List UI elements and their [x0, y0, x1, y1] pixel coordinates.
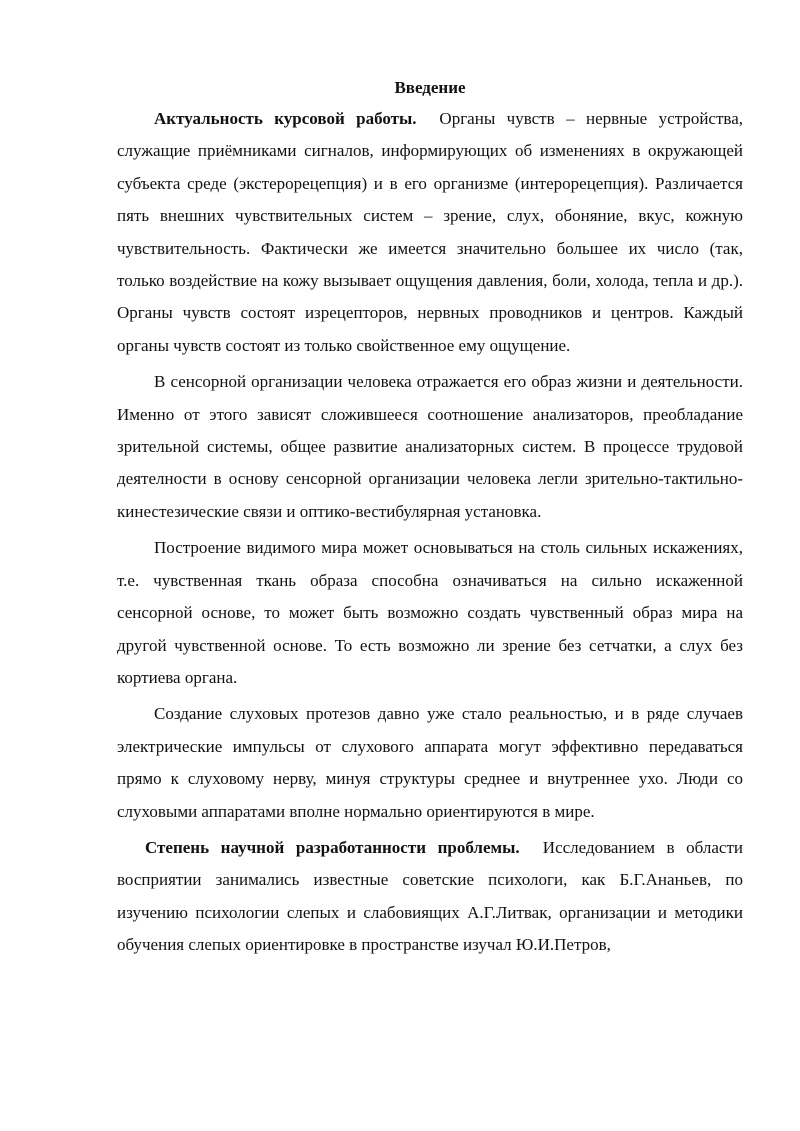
paragraph-lead-relevance: Актуальность курсовой работы. — [154, 109, 417, 128]
paragraph-research-degree — [117, 832, 743, 962]
paragraph-text: Создание слуховых протезов давно уже стало реальностью, и в ряде случаев электрические импульсы от слухового аппарата могут эффективно передаваться прямо к слуховому нерву, минуя структуры среднее и внутреннее ухо. Люди со слуховыми аппаратами вполне нормально ориентируются в мире. — [117, 704, 743, 821]
document-title: Введение — [394, 78, 466, 97]
paragraph-sensory-organization — [117, 366, 743, 528]
paragraph-text: Построение видимого мира может основываться на столь сильных искажениях, т.е. чувственная ткань образа способна означиваться на сильно искаженной сенсорной основе, то может быть возможно создать чувственный образ мира на другой чувственной основе. То есть возможно ли зрение без сетчатки, а слух без кортиева органа. — [117, 538, 743, 687]
document-page — [117, 74, 743, 962]
paragraph-visible-world — [117, 532, 743, 694]
paragraph-hearing-prostheses — [117, 698, 743, 828]
paragraph-lead-research-degree: Степень научной разработанности проблемы. — [145, 837, 520, 857]
paragraph-text: В сенсорной организации человека отражается его образ жизни и деятельности. Именно от этого зависят сложившееся соотношение анализаторов, преобладание зрительной системы, общее развитие анализаторных систем. В процессе трудовой деятелности в основу сенсорной организации человека легли зрительно-тактильно-кинестезические связи и оптико-вестибулярная установка. — [117, 372, 743, 521]
paragraph-text: Исследованием в области восприятии занимались известные советские психологи, как Б.Г.Ананьев, по изучению психологии слепых и слабовиящих А.Г.Литвак, организации и методики обучения слепых ориентировке в пространстве изучал Ю.И.Петров, — [117, 837, 744, 955]
paragraph-relevance — [117, 103, 743, 362]
paragraph-text: Органы чувств – нервные устройства, служащие приёмниками сигналов, информирующих об изменениях в окружающей субъекта среде (экстерорецепция) и в его организме (интерорецепция). Различается пять внешних чувствительных систем – зрение, слух, обоняние, вкус, кожную чувствительность. Фактически же имеется значительно большее их число (так, только воздействие на кожу вызывает ощущения давления, боли, холода, тепла и др.). Органы чувств состоят изрецепторов, нервных проводников и центров. Каждый органы чувств состоят из только свойственное ему ощущение. — [117, 109, 744, 355]
